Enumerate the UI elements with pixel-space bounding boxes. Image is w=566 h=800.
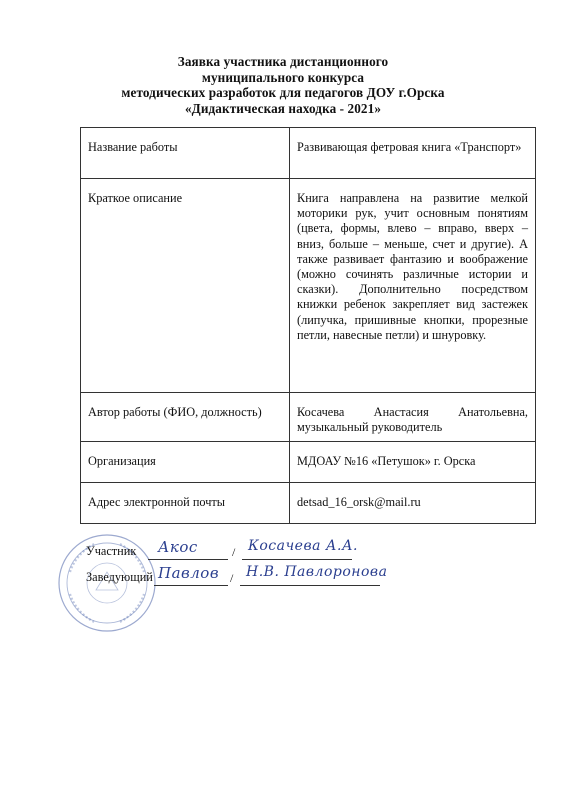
- participant-name: Косачева А.А.: [248, 538, 358, 554]
- row-label: Автор работы (ФИО, должность): [81, 393, 290, 442]
- title-line-1: Заявка участника дистанционного: [177, 54, 389, 69]
- head-name-line: [240, 585, 380, 586]
- head-signature: Павлов: [158, 564, 220, 582]
- table-row: [81, 393, 536, 442]
- head-label: Заведующий: [86, 570, 153, 584]
- table-row: [81, 128, 536, 179]
- row-value: МДОАУ №16 «Петушок» г. Орска: [290, 442, 536, 483]
- table-row: [81, 483, 536, 524]
- row-label: Адрес электронной почты: [81, 483, 290, 524]
- row-value: detsad_16_orsk@mail.ru: [290, 483, 536, 524]
- participant-signature: Акос: [158, 538, 198, 556]
- table-row: [81, 442, 536, 483]
- head-separator: /: [230, 571, 234, 585]
- row-label: Название работы: [81, 128, 290, 179]
- row-value: Косачева Анастасия Анатольевна, музыкальный руководитель: [290, 393, 536, 442]
- application-table: [80, 127, 536, 524]
- title-line-3: методических разработок для педагогов ДОУ г.Орска: [121, 85, 445, 101]
- head-signature-line: [154, 585, 228, 586]
- title-line-2: муниципального конкурса: [201, 69, 365, 85]
- row-value: Книга направлена на развитие мелкой моторики рук, учит основным понятиям (цвета, формы, влево – вправо, вверх – вниз, больше – меньше, счет и другие). А также развивает фантазию и воображение (можно сочинять различные истории и сказки). Дополнительно посредством книжки ребенок закрепляет вид застежек (липучка, пришивные кнопки, прорезные петли, навесные петли) и шнуровку.: [290, 179, 536, 393]
- row-value: Развивающая фетровая книга «Транспорт»: [290, 128, 536, 179]
- row-label: Краткое описание: [81, 179, 290, 393]
- table-row: [81, 179, 536, 393]
- document-title: [0, 54, 566, 116]
- title-line-4: «Дидактическая находка - 2021»: [184, 100, 382, 116]
- participant-separator: /: [232, 545, 236, 559]
- participant-label: Участник: [86, 544, 137, 558]
- participant-name-line: [242, 559, 352, 560]
- row-label: Организация: [81, 442, 290, 483]
- participant-signature-line: [148, 559, 228, 560]
- head-name: Н.В. Павлоронова: [246, 564, 388, 580]
